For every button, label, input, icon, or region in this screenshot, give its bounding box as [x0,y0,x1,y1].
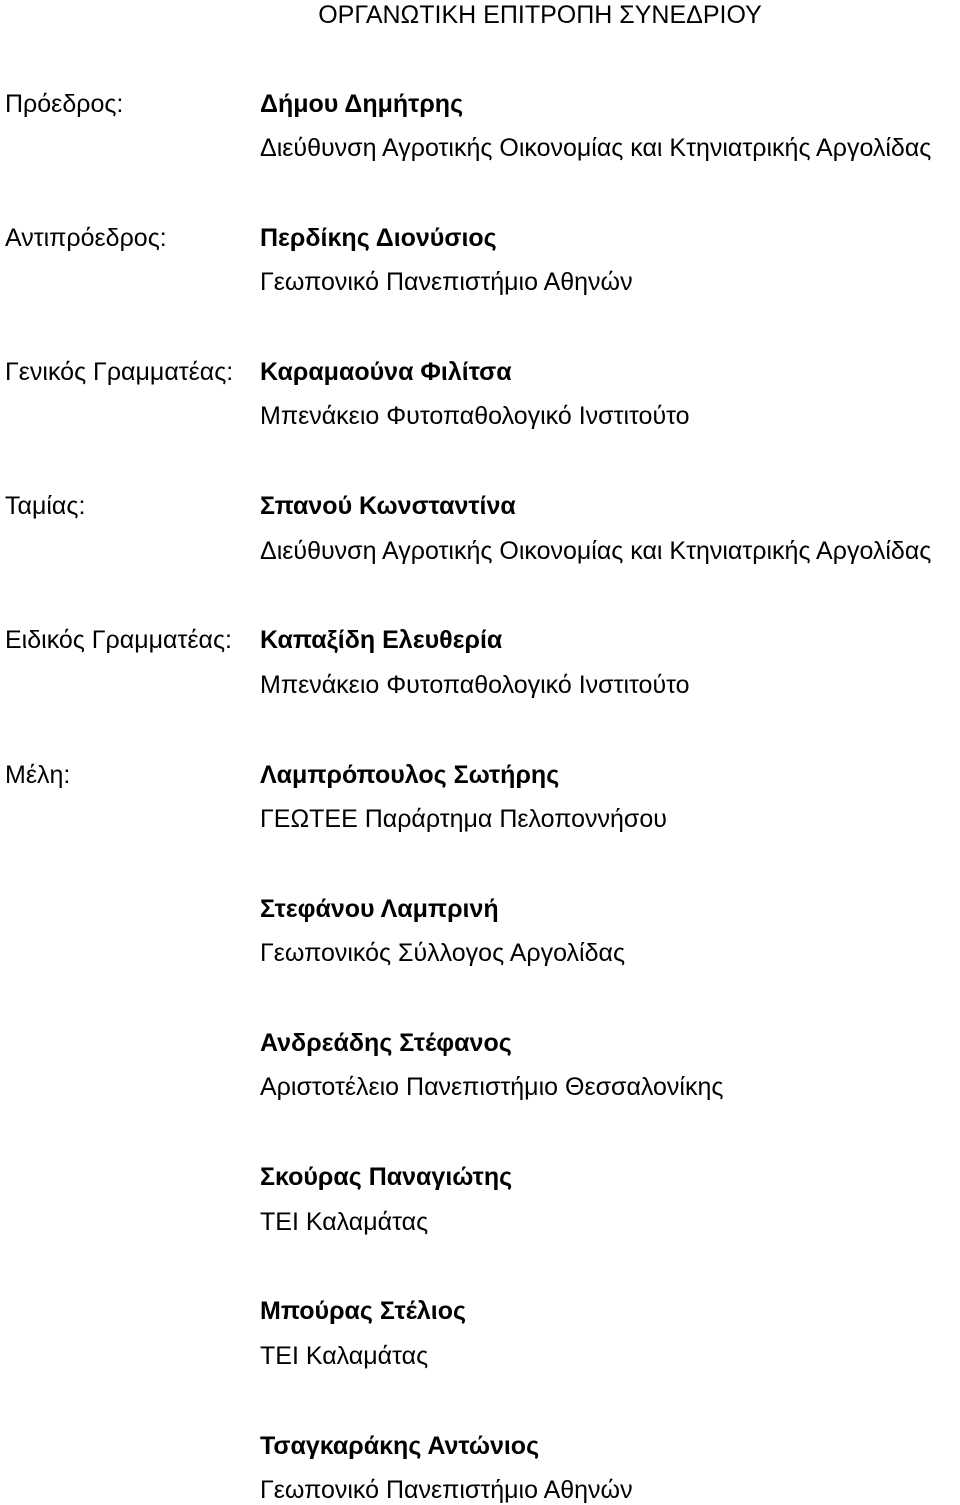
member-name: Περδίκης Διονύσιος [260,224,497,252]
member-name: Τσαγκαράκης Αντώνιος [260,1432,540,1460]
role-label-president: Πρόεδρος: [5,90,124,118]
member-affiliation: ΓΕΩΤΕΕ Παράρτημα Πελοποννήσου [260,805,667,833]
member-affiliation: Διεύθυνση Αγροτικής Οικονομίας και Κτηνιατρικής Αργολίδας [260,134,932,162]
role-label-treasurer: Ταμίας: [5,492,86,520]
member-affiliation: Γεωπονικό Πανεπιστήμιο Αθηνών [260,1476,633,1504]
member-affiliation: Γεωπονικό Πανεπιστήμιο Αθηνών [260,268,633,296]
member-affiliation: Αριστοτέλειο Πανεπιστήμιο Θεσσαλονίκης [260,1073,724,1101]
role-label-vice-president: Αντιπρόεδρος: [5,224,167,252]
member-name: Μπούρας Στέλιος [260,1297,467,1325]
member-name: Δήμου Δημήτρης [260,90,464,118]
member-name: Λαμπρόπουλος Σωτήρης [260,761,560,789]
member-affiliation: ΤΕΙ Καλαμάτας [260,1342,429,1370]
member-name: Καραμαούνα Φιλίτσα [260,358,512,386]
member-affiliation: Διεύθυνση Αγροτικής Οικονομίας και Κτηνιατρικής Αργολίδας [260,537,932,565]
member-affiliation: ΤΕΙ Καλαμάτας [260,1208,429,1236]
member-name: Στεφάνου Λαμπρινή [260,895,499,923]
member-affiliation: Γεωπονικός Σύλλογος Αργολίδας [260,939,625,967]
member-name: Σκούρας Παναγιώτης [260,1163,513,1191]
role-label-general-secretary: Γενικός Γραμματέας: [5,358,234,386]
member-name: Ανδρεάδης Στέφανος [260,1029,512,1057]
member-name: Καπαξίδη Ελευθερία [260,626,503,654]
page-title: ΟΡΓΑΝΩΤΙΚΗ ΕΠΙΤΡΟΠΗ ΣΥΝΕΔΡΙΟΥ [318,1,762,29]
member-name: Σπανού Κωνσταντίνα [260,492,516,520]
role-label-special-secretary: Ειδικός Γραμματέας: [5,626,232,654]
member-affiliation: Μπενάκειο Φυτοπαθολογικό Ινστιτούτο [260,402,690,430]
member-affiliation: Μπενάκειο Φυτοπαθολογικό Ινστιτούτο [260,671,690,699]
role-label-members: Μέλη: [5,761,71,789]
